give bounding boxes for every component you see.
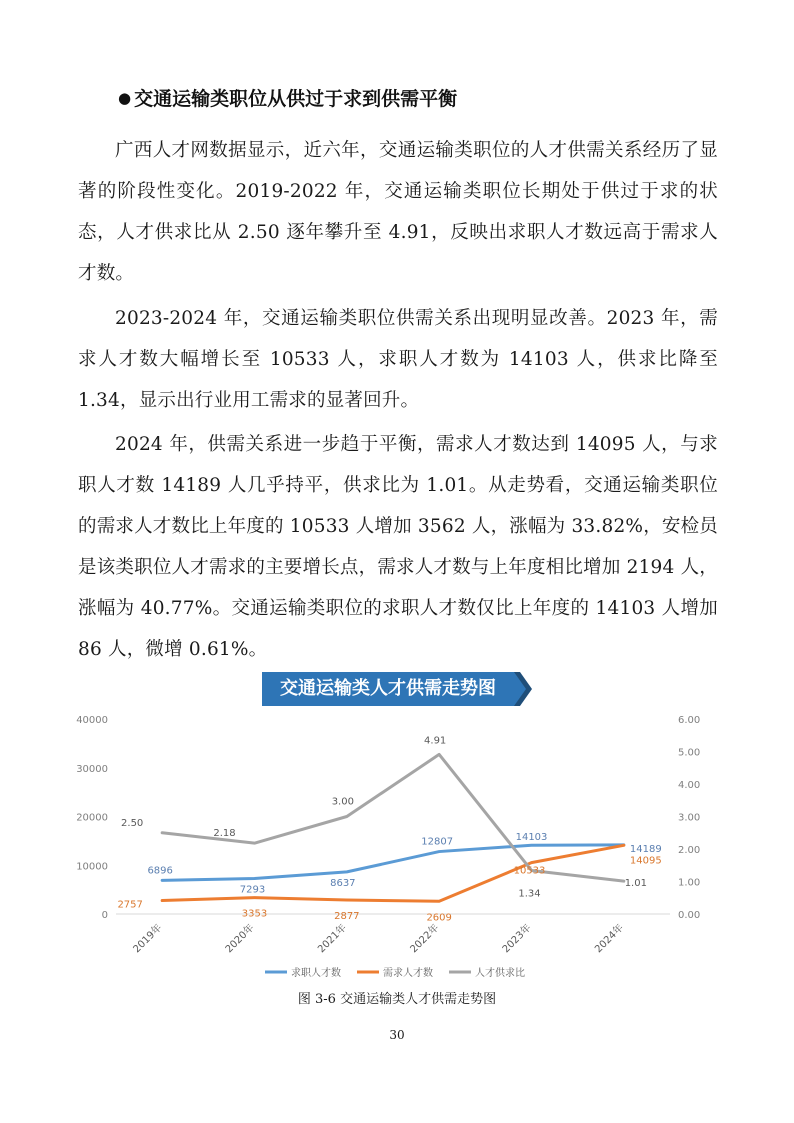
right-axis-tick-label: 1.00 [678, 877, 701, 889]
paragraph-3: 2024 年，供需关系进一步趋于平衡，需求人才数达到 14095 人，与求职人才数 14189 人几乎持平，供求比为 1.01。从走势看，交通运输类职位的需求人才数比上年度的 10533 人增加 3562 人，涨幅为 33.82%，安检员是该类职位人才需求的主要增长点，需求人才数与上年度相比增加 2194 人，涨幅为 40.77%。交通运输类职位的求职人才数仅比上年度的 14103 人增加 86 人，微增 0.61%。 [78, 434, 718, 660]
data-label-series-3: 3.00 [331, 796, 354, 808]
right-axis-tick-label: 0.00 [678, 910, 701, 921]
data-label-series-3: 4.91 [424, 735, 447, 747]
series-line-1 [162, 845, 624, 881]
data-label-series-3: 1.34 [518, 888, 541, 900]
data-label-series-2: 3353 [241, 908, 268, 920]
right-axis-tick-label: 6.00 [678, 715, 701, 726]
data-label-series-3: 2.50 [121, 817, 144, 829]
page-number: 30 [389, 1028, 405, 1042]
left-axis-tick-label: 40000 [76, 715, 108, 726]
x-axis-category-label: 2023年 [500, 922, 534, 956]
data-label-series-1: 8637 [330, 877, 356, 889]
section-heading [118, 84, 457, 111]
data-label-series-1: 14189 [629, 843, 662, 855]
x-axis-category-label: 2024年 [593, 922, 626, 956]
legend-label-2: 需求人才数 [383, 968, 433, 979]
x-axis-category-label: 2019年 [131, 922, 165, 956]
data-label-series-2: 14095 [629, 855, 662, 867]
data-label-series-3: 2.18 [213, 828, 236, 840]
chart-title-banner [262, 672, 532, 706]
data-label-series-2: 2757 [117, 899, 143, 911]
paragraph-1: 广西人才网数据显示，近六年，交通运输类职位的人才供需关系经历了显著的阶段性变化。2019-2022 年，交通运输类职位长期处于供过于求的状态，人才供求比从 2.50 逐年攀升至 4.91，反映出求职人才数远高于需求人才数。 [78, 140, 718, 284]
data-label-series-2: 10533 [513, 865, 546, 877]
data-label-series-2: 2877 [334, 910, 360, 922]
left-axis-tick-label: 20000 [76, 812, 108, 824]
chart-title: 交通运输类人才供需走势图 [280, 678, 496, 699]
data-label-series-1: 6896 [147, 865, 173, 877]
paragraph-2: 2023-2024 年，交通运输类职位供需关系出现明显改善。2023 年，需求人才数大幅增长至 10533 人，求职人才数为 14103 人，供求比降至 1.34，显示出行业用工需求的显著回升。 [78, 308, 718, 411]
left-axis-tick-label: 0 [101, 910, 108, 921]
section-heading-text: 交通运输类职位从供过于求到供需平衡 [134, 88, 458, 110]
bullet-icon: ● [118, 89, 132, 107]
legend-label-1: 求职人才数 [291, 968, 341, 979]
data-label-series-1: 14103 [515, 832, 548, 844]
right-axis-tick-label: 5.00 [678, 747, 701, 759]
figure-caption: 图 3-6 交通运输类人才供需走势图 [297, 992, 497, 1007]
data-label-series-3: 1.01 [624, 878, 647, 890]
right-axis-tick-label: 4.00 [678, 780, 701, 791]
x-axis-category-label: 2022年 [408, 922, 442, 956]
trend-chart [60, 706, 740, 986]
right-axis-tick-label: 3.00 [678, 812, 701, 824]
x-axis-category-label: 2020年 [223, 922, 257, 956]
x-axis-category-label: 2021年 [316, 922, 349, 956]
right-axis-tick-label: 2.00 [678, 845, 701, 856]
data-label-series-2: 2609 [426, 912, 452, 924]
data-label-series-1: 7293 [239, 884, 266, 896]
left-axis-tick-label: 30000 [76, 763, 108, 775]
left-axis-tick-label: 10000 [76, 861, 108, 873]
legend-label-3: 人才供求比 [475, 968, 525, 979]
data-label-series-1: 12807 [421, 836, 454, 848]
